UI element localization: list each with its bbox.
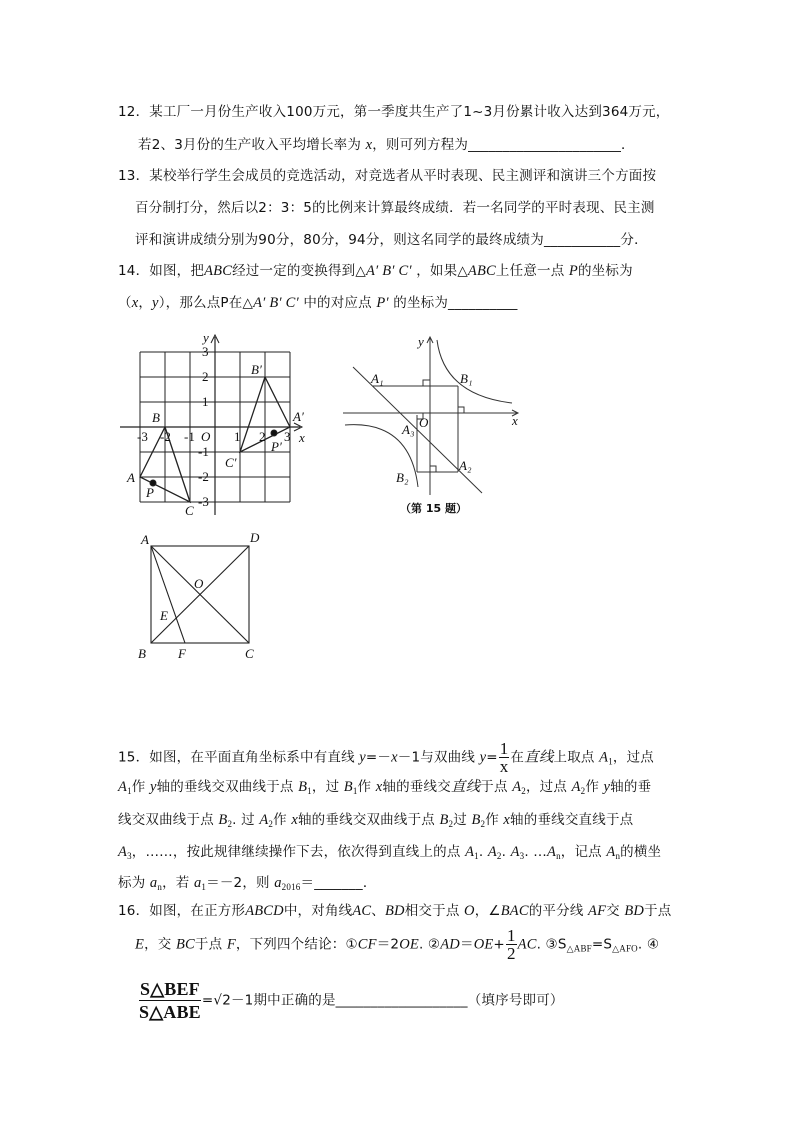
label-c: C xyxy=(185,503,194,518)
text: 上任意一点 xyxy=(495,263,569,279)
tick-x: 3 xyxy=(284,429,291,444)
figure-15-labels xyxy=(370,334,518,515)
math-variable: x xyxy=(365,137,373,153)
math-variable: x xyxy=(391,749,398,766)
text: ，下列四个结论：① xyxy=(235,936,358,953)
text: ． xyxy=(621,137,635,153)
text: 14．如图，把 xyxy=(118,263,205,279)
tick-x: -3 xyxy=(137,429,148,444)
math-variable: BAC xyxy=(500,903,529,919)
text: =√2－1期中正确的是 xyxy=(201,992,336,1009)
text: 、 xyxy=(371,903,385,919)
label-d: D xyxy=(250,530,260,545)
math-variable: A xyxy=(599,749,609,766)
text: 的坐标为 xyxy=(577,263,633,279)
subscript: 2 xyxy=(521,786,526,796)
tick-y: -1 xyxy=(198,444,209,459)
subscript: 1 xyxy=(352,786,358,796)
math-variable: a xyxy=(274,875,282,891)
text: ，过点 xyxy=(612,749,654,766)
label-a1: A₁ xyxy=(371,371,384,386)
answer-blank: ___________ xyxy=(543,232,621,248)
tick-y: 2 xyxy=(202,369,209,384)
text: ＝ xyxy=(300,875,315,891)
answer-blank: _______ xyxy=(314,875,363,891)
figure-caption: （第 15 题） xyxy=(400,502,467,515)
math-variable: AC xyxy=(352,903,372,919)
text: 轴的垂线交 xyxy=(382,779,451,795)
text: ，过 xyxy=(311,779,344,795)
tick-y: -2 xyxy=(198,469,209,484)
hyperbola-upper-branch xyxy=(437,340,512,403)
math-variable: P xyxy=(568,263,578,279)
subscript: 3 xyxy=(519,851,525,861)
text: 的横坐 xyxy=(620,844,662,860)
text: 分． xyxy=(620,232,648,248)
text: 交 xyxy=(606,903,625,919)
subscript: n xyxy=(615,851,621,861)
text: ，记点 xyxy=(560,844,607,860)
text: ， xyxy=(138,295,153,311)
subscript: 3 xyxy=(127,851,132,861)
math-variable: y xyxy=(149,779,157,795)
tick-y: 1 xyxy=(202,394,209,409)
tick-y: -3 xyxy=(198,494,209,509)
math-variable: ABC xyxy=(204,263,233,279)
math-variable: y xyxy=(152,295,159,311)
text: . 过 xyxy=(232,812,260,828)
text: 16．如图，在正方形 xyxy=(118,903,246,919)
subscript: △ABF xyxy=(566,943,592,954)
label-b-prime: B′ xyxy=(251,362,262,377)
text: 于点 xyxy=(194,936,227,953)
subscript: 1 xyxy=(201,882,207,892)
text: 于点 xyxy=(480,779,513,795)
math-variable: A xyxy=(118,779,128,795)
subscript: △AFO xyxy=(612,943,638,954)
subscript: 2 xyxy=(496,851,502,861)
text: ＝ xyxy=(459,936,474,953)
denominator: S△ABE xyxy=(139,1002,201,1022)
label-a: A xyxy=(127,470,135,485)
subscript: n xyxy=(157,882,163,892)
math-variable: P′ xyxy=(376,295,389,311)
tick-x: 2 xyxy=(259,429,266,444)
math-variable: 直线 xyxy=(450,779,481,795)
math-variable: CF xyxy=(357,936,377,953)
origin-label: O xyxy=(419,415,429,430)
text: =－ xyxy=(365,749,392,766)
text: ，则可列方程为 xyxy=(372,137,469,153)
math-variable: ABCD xyxy=(245,903,284,919)
text: 中，对角线 xyxy=(283,903,353,919)
math-variable: A xyxy=(118,844,128,860)
label-e: E xyxy=(160,608,168,623)
text: . xyxy=(501,844,511,860)
text: 作 xyxy=(585,779,604,795)
text: ，如果△ xyxy=(411,263,468,279)
label-o: O xyxy=(194,576,204,591)
label-c: C xyxy=(245,646,254,661)
subscript: 1 xyxy=(608,756,613,767)
numerator: 1 xyxy=(506,926,516,945)
math-variable: y xyxy=(479,749,487,766)
answer-blank: ______________________ xyxy=(468,137,622,153)
math-variable: E xyxy=(135,936,145,953)
answer-blank: ___________________ xyxy=(335,992,468,1009)
math-variable: 直线 xyxy=(524,749,554,766)
math-variable: B xyxy=(298,779,308,795)
text: 于点 xyxy=(644,903,672,919)
text: =S xyxy=(591,936,613,953)
text: 上取点 xyxy=(553,749,600,766)
math-variable: x xyxy=(131,295,139,311)
subscript: 2 xyxy=(448,819,454,829)
label-a3: A₃ xyxy=(402,422,415,437)
text: ，过点 xyxy=(525,779,572,795)
math-variable: y xyxy=(359,749,366,766)
label-b1: B₁ xyxy=(460,371,473,386)
subscript: 2 xyxy=(480,819,486,829)
text: ＝2 xyxy=(376,936,400,953)
text: ，交 xyxy=(144,936,176,953)
subscript: 1 xyxy=(307,786,312,796)
text: 作 xyxy=(485,812,504,828)
text: 作 xyxy=(273,812,292,828)
text: 作 xyxy=(131,779,150,795)
tick-x: -1 xyxy=(184,429,195,444)
text: . … xyxy=(524,844,548,860)
text: . ② xyxy=(418,936,441,953)
math-variable: BD xyxy=(385,903,405,919)
label-a-prime: A′ xyxy=(293,409,304,424)
subscript: 1 xyxy=(474,851,479,861)
text: ，∠ xyxy=(474,903,501,919)
math-variable: A′ B′ C′ xyxy=(365,263,412,279)
math-variable: BD xyxy=(624,903,645,919)
origin-label: O xyxy=(201,429,211,444)
text: 相交于点 xyxy=(404,903,465,919)
math-variable: A xyxy=(487,844,497,860)
text: 的平分线 xyxy=(528,903,589,919)
label-b: B xyxy=(152,410,160,425)
text: 作 xyxy=(357,779,376,795)
math-variable: A xyxy=(259,812,269,828)
right-angle-mark xyxy=(423,380,430,386)
subscript: 2016 xyxy=(281,882,301,892)
text: 轴的垂线交直线于点 xyxy=(510,812,634,828)
text: （ xyxy=(118,295,132,311)
text: 线交双曲线于点 xyxy=(118,812,219,828)
subscript: 1 xyxy=(127,786,132,796)
text: 的坐标为 xyxy=(388,295,449,311)
math-variable: x xyxy=(291,812,298,828)
text: 百分制打分，然后以2：3：5的比例来计算最终成绩．若一名同学的平时表现、民主测 xyxy=(135,200,655,216)
text: = xyxy=(486,749,498,766)
label-f: F xyxy=(178,646,186,661)
label-p: P xyxy=(146,485,154,500)
x-axis-label: x xyxy=(299,430,305,445)
numerator: S△BEF xyxy=(140,979,200,999)
math-variable: F xyxy=(226,936,236,953)
text: ，若 xyxy=(162,875,194,891)
math-variable: x xyxy=(503,812,511,828)
text: 13．某校举行学生会成员的竞选活动，对竞选者从平时表现、民主测评和演讲三个方面按 xyxy=(118,168,657,184)
label-a: A xyxy=(141,532,149,547)
label-b: B xyxy=(138,646,146,661)
math-variable: ABC xyxy=(467,263,496,279)
math-variable: O xyxy=(464,903,475,919)
math-variable: A xyxy=(510,844,520,860)
answer-blank: __________ xyxy=(448,295,518,311)
text: 标为 xyxy=(118,875,150,891)
text: 在 xyxy=(510,749,525,766)
figure-15-hyperbola xyxy=(343,337,518,495)
text: 中的对应点 xyxy=(298,295,377,311)
math-variable: A xyxy=(465,844,475,860)
subscript: n xyxy=(556,851,561,861)
right-angle-mark xyxy=(458,407,464,413)
math-variable: B xyxy=(218,812,228,828)
math-variable: A xyxy=(547,844,557,860)
text: ＝－2，则 xyxy=(206,875,275,891)
text: + xyxy=(493,936,505,953)
right-angle-mark xyxy=(430,466,436,472)
subscript: 2 xyxy=(580,786,586,796)
text: 评和演讲成绩分别为90分，80分，94分，则这名同学的最终成绩为 xyxy=(135,232,544,248)
text: 轴的垂线交双曲线于点 xyxy=(297,812,440,828)
x-axis-label: x xyxy=(512,413,518,428)
label-p-prime: P′ xyxy=(271,439,282,454)
math-variable: AD xyxy=(440,936,460,953)
math-variable: B xyxy=(471,812,481,828)
math-variable: B xyxy=(343,779,353,795)
text: 轴的垂 xyxy=(610,779,652,795)
point-p-prime xyxy=(271,430,277,436)
text: 过 xyxy=(453,812,472,828)
math-variable: x xyxy=(375,779,383,795)
math-variable: A xyxy=(606,844,616,860)
figure-16-square xyxy=(151,546,249,643)
math-variable: A′ B′ C′ xyxy=(253,295,299,311)
math-variable: BC xyxy=(175,936,195,953)
subscript: 2 xyxy=(268,819,274,829)
denominator: x xyxy=(499,757,509,776)
text: 经过一定的变换得到△ xyxy=(232,263,366,279)
math-variable: A xyxy=(512,779,522,795)
math-variable: AF xyxy=(588,903,607,919)
bisector-af xyxy=(151,546,185,643)
tick-y: 3 xyxy=(202,344,209,359)
text: 12．某工厂一月份生产收入100万元，第一季度共生产了1~3月份累计收入达到364万元， xyxy=(118,104,670,120)
math-variable: A xyxy=(571,779,581,795)
text: . xyxy=(478,844,488,860)
math-variable: OE xyxy=(399,936,419,953)
text: . ③S xyxy=(536,936,567,953)
denominator: 2 xyxy=(506,944,516,963)
label-b2: B₂ xyxy=(396,470,409,485)
text: ），那么点P在△ xyxy=(158,295,254,311)
math-variable: a xyxy=(193,875,202,891)
math-variable: AC xyxy=(517,936,537,953)
math-variable: B xyxy=(439,812,449,828)
text: ，……，按此规律继续操作下去，依次得到直线上的点 xyxy=(131,844,466,860)
numerator: 1 xyxy=(499,739,509,758)
math-variable: a xyxy=(149,875,158,891)
math-variable: y xyxy=(603,779,611,795)
y-axis-label: y xyxy=(418,334,424,349)
text: 轴的垂线交双曲线于点 xyxy=(156,779,299,795)
y-axis-label: y xyxy=(203,330,209,345)
text: . ④ xyxy=(637,936,660,953)
text: （填序号即可） xyxy=(467,992,564,1009)
text: －1与双曲线 xyxy=(397,749,480,766)
text: 15．如图，在平面直角坐标系中有直线 xyxy=(118,749,360,766)
text: 若2、3月份的生产收入平均增长率为 xyxy=(138,137,366,153)
subscript: 2 xyxy=(227,819,233,829)
tick-x: -2 xyxy=(160,429,171,444)
tick-x: 1 xyxy=(234,429,241,444)
text: ． xyxy=(362,875,377,891)
math-variable: OE xyxy=(473,936,494,953)
label-a2: A₂ xyxy=(459,458,472,473)
label-c-prime: C′ xyxy=(225,455,237,470)
